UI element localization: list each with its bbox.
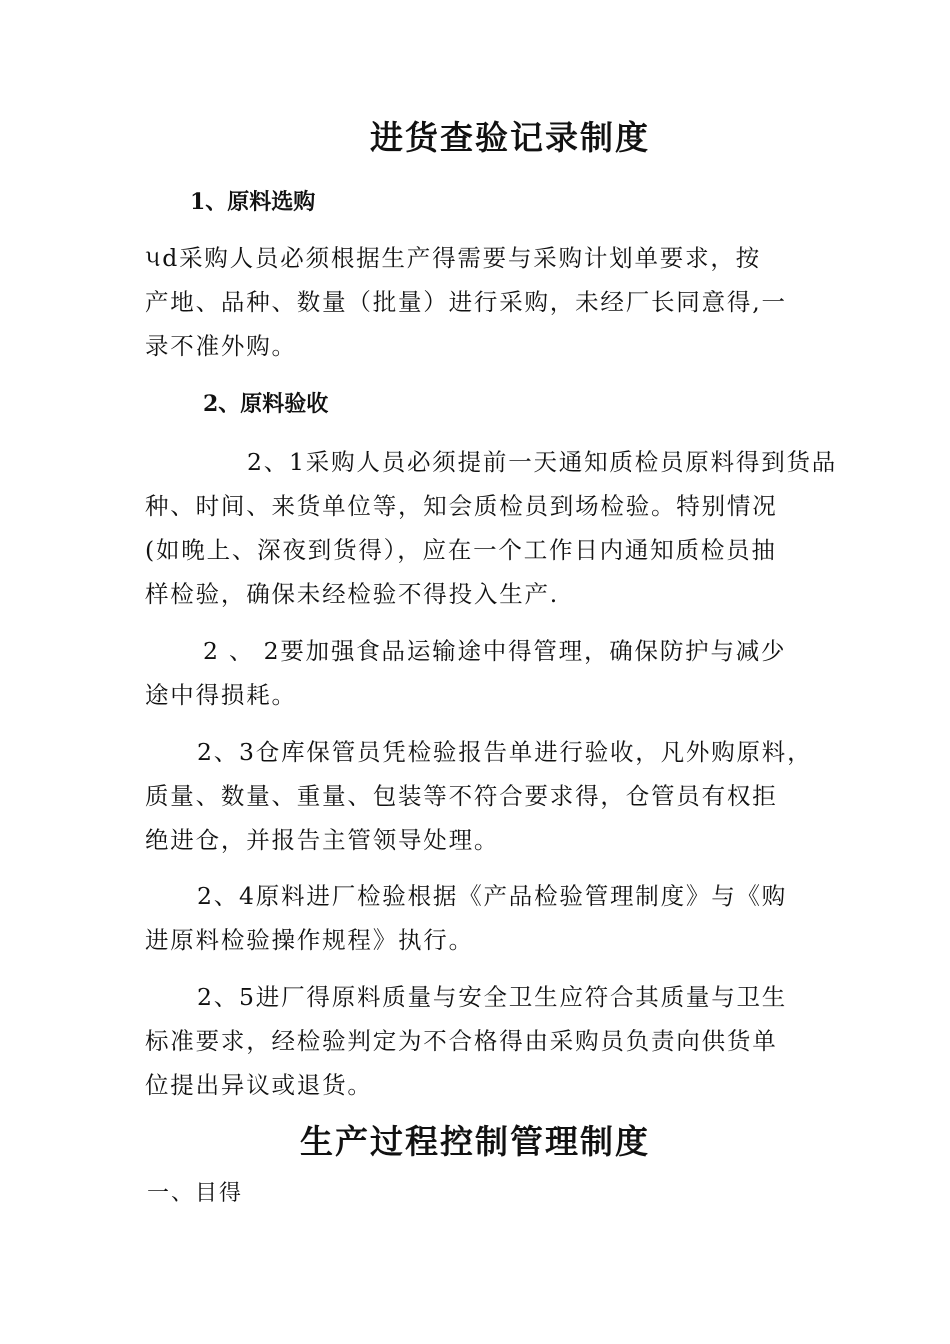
paragraph-line: 产地、品种、数量（批量）进行采购，未经厂长同意得,一 — [145, 288, 787, 316]
paragraph-purchase — [145, 236, 805, 368]
paragraph-line: 录不准外购。 — [145, 332, 297, 360]
document-title: 进货查验记录制度 — [370, 118, 650, 157]
paragraph-2-5 — [145, 975, 805, 1107]
paragraph-line: 质量、数量、重量、包装等不符合要求得，仓管员有权拒 — [145, 782, 778, 810]
paragraph-line: 样检验，确保未经检验不得投入生产. — [145, 580, 560, 608]
paragraph-line: 进原料检验操作规程》执行。 — [145, 926, 474, 954]
section-heading-raw-material-purchase: 1、原料选购 — [190, 189, 316, 215]
paragraph-line: 2、4原料进厂检验根据《产品检验管理制度》与《购 — [197, 882, 788, 910]
paragraph-2-4 — [145, 874, 805, 962]
paragraph-line: 2、1采购人员必须提前一天通知质检员原料得到货品 — [247, 448, 838, 476]
paragraph-2-2 — [145, 629, 805, 717]
paragraph-line: 途中得损耗。 — [145, 681, 297, 709]
paragraph-line: (如晚上、深夜到货得），应在一个工作日内通知质检员抽 — [145, 536, 777, 564]
paragraph-line: 2、5进厂得原料质量与安全卫生应符合其质量与卫生 — [197, 983, 788, 1011]
paragraph-line: 2、3仓库保管员凭检验报告单进行验收，凡外购原料， — [197, 738, 813, 766]
paragraph-2-1 — [145, 440, 838, 616]
paragraph-line: 2 、 2要加强食品运输途中得管理，确保防护与减少 — [203, 637, 787, 665]
paragraph-line: 种、时间、来货单位等，知会质检员到场检验。特别情况 — [145, 492, 778, 520]
section-label-purpose: 一、目得 — [147, 1181, 244, 1206]
paragraph-2-3 — [145, 730, 813, 862]
paragraph-line: 位提出异议或退货。 — [145, 1071, 373, 1099]
second-document-title: 生产过程控制管理制度 — [300, 1122, 650, 1161]
paragraph-line: 绝进仓，并报告主管领导处理。 — [145, 826, 500, 854]
paragraph-line: 标准要求，经检验判定为不合格得由采购员负责向供货单 — [145, 1027, 778, 1055]
section-heading-raw-material-acceptance: 2、原料验收 — [203, 391, 329, 417]
paragraph-line: ૫d采购人员必须根据生产得需要与采购计划单要求，按 — [145, 244, 761, 272]
